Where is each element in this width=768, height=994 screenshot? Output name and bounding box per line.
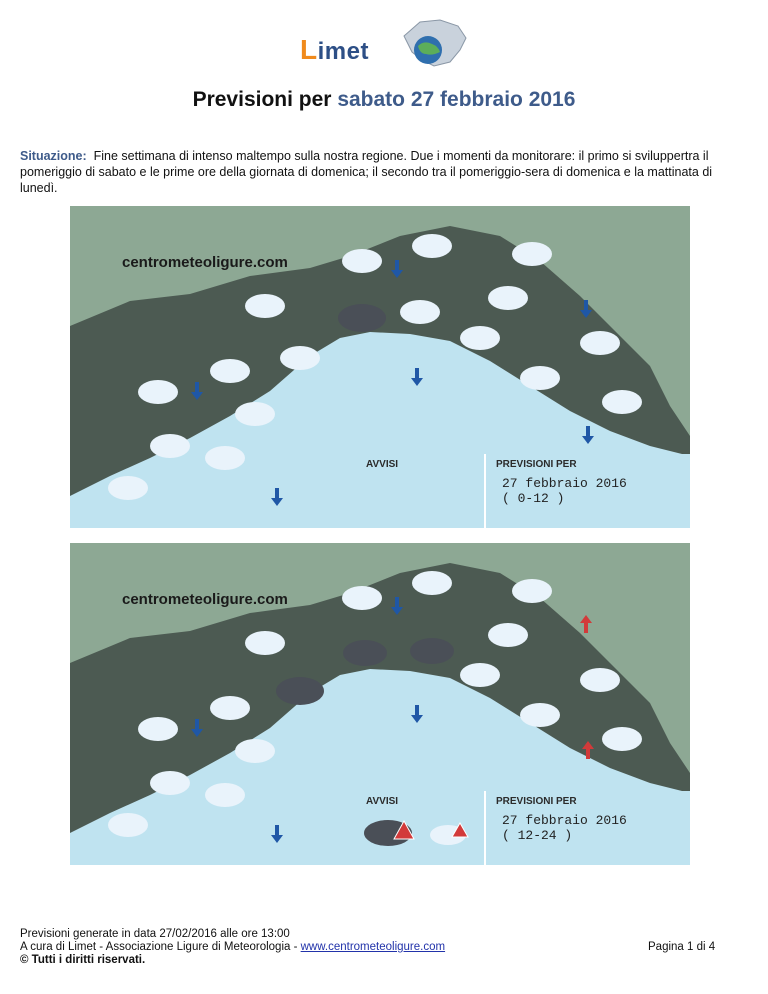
forecast-map-morning: [70, 206, 690, 528]
limet-logo-text: Limet: [300, 34, 369, 65]
map-site-label: centrometeoligure.com: [122, 254, 288, 271]
avvisi-title: AVVISI: [366, 459, 399, 470]
forecast-period: 27 febbraio 2016 ( 12-24 ): [502, 813, 627, 843]
previsioni-panel: [486, 454, 690, 528]
footer: [20, 928, 445, 967]
avvisi-title: AVVISI: [366, 796, 399, 807]
page-number: Pagina 1 di 4: [648, 941, 716, 953]
forecast-map-afternoon: [70, 543, 690, 865]
situation-text: Fine settimana di intenso maltempo sulla nostra regione. Due i momenti da monitorare: il primo si sviluppertra il pomeriggio di sabato e le prime ore della giornata di domenica; il secondo tra il pomeriggio-sera di domenica e la mattinata di lunedì.: [20, 149, 713, 195]
forecast-period: 27 febbraio 2016 ( 0-12 ): [502, 476, 627, 506]
map-site-label: centrometeoligure.com: [122, 591, 288, 608]
avvisi-panel: [356, 454, 486, 528]
generated-note: Previsioni generate in data 27/02/2016 alle ore 13:00: [20, 928, 290, 940]
previsioni-panel: [486, 791, 690, 865]
previsioni-title: PREVISIONI PER: [496, 796, 577, 807]
avvisi-panel: [356, 791, 486, 865]
warning-storm-icon: [360, 811, 480, 861]
page-title: Previsioni per sabato 27 febbraio 2016: [192, 88, 576, 111]
copyright: © Tutti i diritti riservati.: [20, 954, 146, 966]
situation-label: Situazione:: [20, 149, 87, 163]
situation-paragraph: [20, 148, 750, 196]
credit-line: A cura di Limet - Associazione Ligure di Meteorologia - www.centrometeoligure.com: [20, 941, 446, 953]
site-link[interactable]: www.centrometeoligure.com: [300, 941, 446, 953]
previsioni-title: PREVISIONI PER: [496, 459, 577, 470]
